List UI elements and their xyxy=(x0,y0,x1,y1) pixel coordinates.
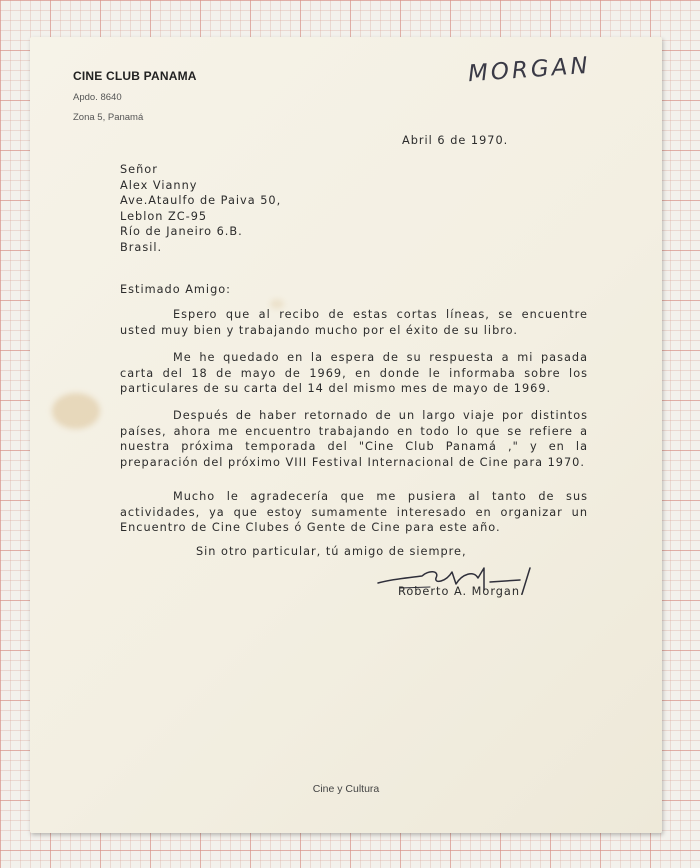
paragraph-3: Después de haber retornado de un largo viaje por distintos países, ahora me encuentro trabajando en todo lo que se refiere a nuestra próxima temporada del "Cine Club Panamá ," y en la preparación del próximo VIII Festival Internacional de Cine para 1970. xyxy=(120,409,588,469)
letter-page xyxy=(30,37,662,833)
paragraph-4: Mucho le agradecería que me pusiera al tanto de sus actividades, ya que estoy sumamente interesado en organizar un Encuentro de Cine Clubes ó Gente de Cine para este año. xyxy=(120,490,588,534)
letterhead-name: CINE CLUB PANAMA xyxy=(73,69,197,83)
paragraph-2: Me he quedado en la espera de su respuesta a mi pasada carta del 18 de mayo de 1969, en donde le informaba sobre los particulares de su carta del 14 del mismo mes de mayo de 1969. xyxy=(120,351,588,395)
address-line: Brasil. xyxy=(120,240,163,254)
paragraph-1: Espero que al recibo de estas cortas líneas, se encuentre usted muy bien y trabajando mucho por el éxito de su libro. xyxy=(120,308,588,337)
footer-tagline: Cine y Cultura xyxy=(312,783,380,795)
letterhead xyxy=(73,69,197,123)
signature-name: Roberto A. Morgan. xyxy=(398,585,525,598)
letterhead-po-box: Apdo. 8640 xyxy=(73,92,122,103)
address-line: Ave.Ataulfo de Paiva 50, xyxy=(120,194,282,207)
letter-date: Abril 6 de 1970. xyxy=(402,134,509,147)
recipient-address xyxy=(120,162,281,255)
handwritten-name: MORGAN xyxy=(467,52,592,88)
closing-line: Sin otro particular, tú amigo de siempre, xyxy=(196,545,467,558)
address-line: Señor xyxy=(120,163,158,176)
address-line: Alex Vianny xyxy=(120,178,198,192)
address-line: Río de Janeiro 6.B. xyxy=(120,225,243,238)
letterhead-zone: Zona 5, Panamá xyxy=(73,112,144,123)
address-line: Leblon ZC-95 xyxy=(120,209,208,223)
greeting: Estimado Amigo: xyxy=(120,283,231,296)
paper-stain xyxy=(52,393,100,429)
